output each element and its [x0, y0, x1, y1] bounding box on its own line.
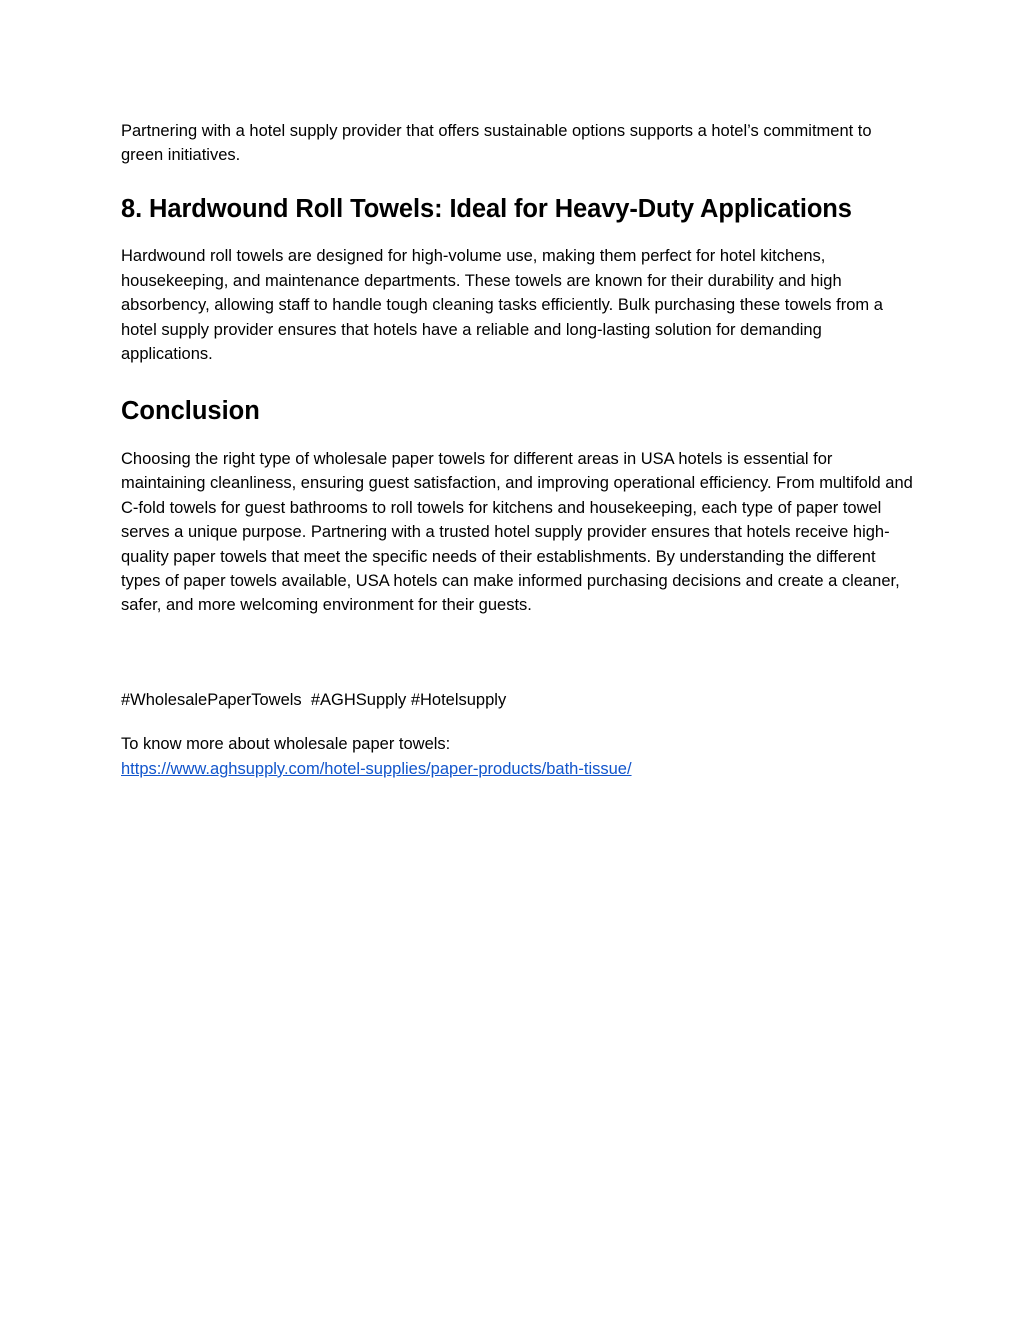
bath-tissue-link[interactable]: https://www.aghsupply.com/hotel-supplies/paper-products/bath-tissue/ [121, 759, 632, 778]
conclusion-heading: Conclusion [121, 397, 260, 426]
intro-paragraph: Partnering with a hotel supply provider that offers sustainable options supports a hotel’s commitment to green initiatives. [121, 122, 872, 165]
section-8-heading: 8. Hardwound Roll Towels: Ideal for Heavy-Duty Applications [121, 194, 852, 223]
section-8-paragraph: Hardwound roll towels are designed for high-volume use, making them perfect for hotel kitchens, housekeeping, and maintenance departments. These towels are known for their durability and high absorbency, allowing staff to handle tough cleaning tasks efficiently. Bulk purchasing these towels from a hotel supply provider ensures that hotels have a reliable and long-lasting solution for demanding applications. [121, 247, 883, 364]
hashtags-line: #WholesalePaperTowels #AGHSupply #Hotelsupply [121, 690, 507, 709]
conclusion-paragraph: Choosing the right type of wholesale paper towels for different areas in USA hotels is essential for maintaining cleanliness, ensuring guest satisfaction, and improving operational efficiency. From multifold and C-fold towels for guest bathrooms to roll towels for kitchens and housekeeping, each type of paper towel serves a unique purpose. Partnering with a trusted hotel supply provider ensures that hotels receive high-quality paper towels that meet the specific needs of their establishments. By understanding the different types of paper towels available, USA hotels can make informed purchasing decisions and create a cleaner, safer, and more welcoming environment for their guests. [121, 450, 913, 615]
more-info-label: To know more about wholesale paper towels: [121, 735, 451, 754]
